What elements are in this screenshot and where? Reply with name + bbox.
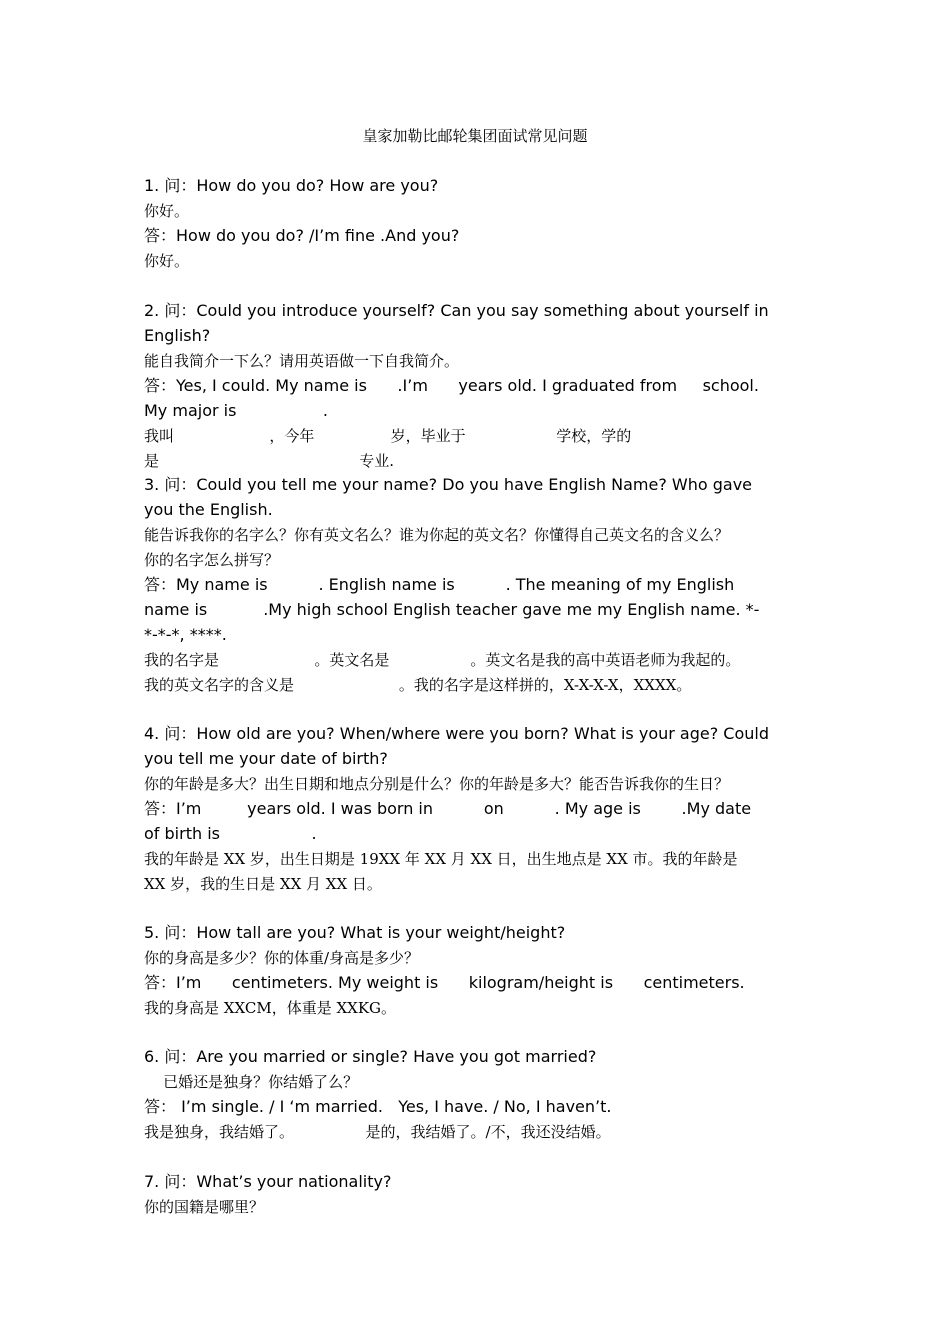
question-6-translation: 已婚还是独身？你结婚了么？ (144, 1073, 359, 1091)
page-title: 皇家加勒比邮轮集团面试常见问题 (362, 127, 588, 145)
answer-4-line-1: 答：I’m years old. I was born in on . My age is .My date (144, 799, 752, 818)
answer-2-translation-line-2: 是 专业. (144, 452, 395, 470)
question-7-translation: 你的国籍是哪里？ (144, 1198, 265, 1216)
question-3-line-2: you the English. (144, 500, 273, 519)
answer-2-line-2: My major is . (144, 401, 328, 420)
answer-4-translation-line-1: 我的年龄是 XX 岁，出生日期是 19XX 年 XX 月 XX 日，出生地点是 XX 市。我的年龄是 (144, 850, 738, 868)
question-2-translation: 能自我简介一下么？请用英语做一下自我简介。 (144, 352, 460, 370)
answer-2-translation-line-1: 我叫 ，今年 岁，毕业于 学校，学的 (144, 427, 632, 445)
question-3-translation-line-2: 你的名字怎么拼写？ (144, 551, 280, 569)
answer-5: 答：I’m centimeters. My weight is kilogram/height is centimeters. (144, 973, 745, 992)
answer-6: 答： I’m single. / I ‘m married. Yes, I have. / No, I haven’t. (144, 1097, 612, 1116)
answer-4-line-2: of birth is . (144, 824, 317, 843)
question-1: 1. 问：How do you do? How are you? (144, 176, 439, 195)
question-4-line-1: 4. 问：How old are you? When/where were you born? What is your age? Could (144, 724, 769, 743)
answer-3-line-3: *-*-*, ****. (144, 625, 227, 644)
question-4-line-2: you tell me your date of birth? (144, 749, 388, 768)
answer-3-translation-line-1: 我的名字是 。英文名是 。英文名是我的高中英语老师为我起的。 (144, 651, 741, 669)
answer-3-translation-line-2: 我的英文名字的含义是 。我的名字是这样拼的，X-X-X-X，XXXX。 (144, 676, 692, 694)
answer-4-translation-line-2: XX 岁，我的生日是 XX 月 XX 日。 (144, 875, 382, 893)
question-2-line-2: English? (144, 326, 211, 345)
question-3-translation-line-1: 能告诉我你的名字么？你有英文名么？谁为你起的英文名？你懂得自己英文名的含义么？ (144, 526, 730, 544)
question-3-line-1: 3. 问：Could you tell me your name? Do you have English Name? Who gave (144, 475, 753, 494)
answer-5-translation: 我的身高是 XXCM，体重是 XXKG。 (144, 999, 397, 1017)
question-5: 5. 问：How tall are you? What is your weight/height? (144, 923, 566, 942)
answer-6-translation: 我是独身，我结婚了。 是的，我结婚了。/不，我还没结婚。 (144, 1123, 611, 1141)
answer-3-line-2: name is .My high school English teacher gave me my English name. *- (144, 600, 760, 619)
question-2-line-1: 2. 问：Could you introduce yourself? Can you say something about yourself in (144, 301, 769, 320)
answer-1: 答：How do you do? /I’m fine .And you? (144, 226, 460, 245)
answer-2-line-1: 答：Yes, I could. My name is .I’m years old. I graduated from school. (144, 376, 759, 395)
answer-3-line-1: 答：My name is . English name is . The meaning of my English (144, 575, 735, 594)
question-4-translation: 你的年龄是多大？出生日期和地点分别是什么？你的年龄是多大？能否告诉我你的生日？ (144, 775, 730, 793)
question-1-translation: 你好。 (144, 202, 190, 220)
question-6: 6. 问：Are you married or single? Have you got married? (144, 1047, 597, 1066)
question-5-translation: 你的身高是多少？你的体重/身高是多少？ (144, 949, 420, 967)
question-7: 7. 问：What’s your nationality? (144, 1172, 392, 1191)
answer-1-translation: 你好。 (144, 252, 190, 270)
